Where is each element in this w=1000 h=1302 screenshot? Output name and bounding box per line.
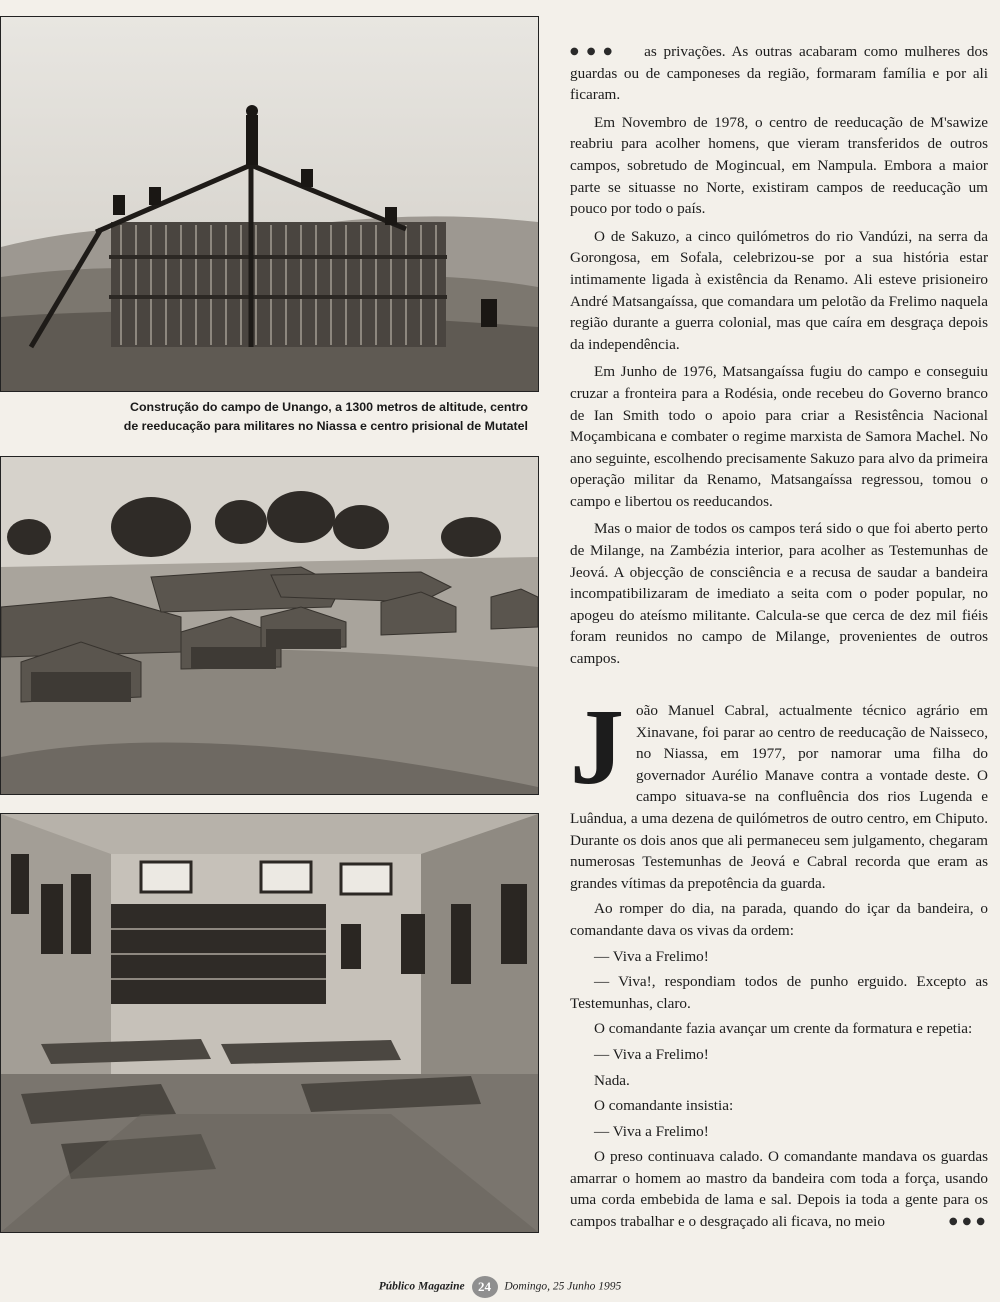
- continuation-dots: ●●●: [948, 1216, 990, 1228]
- drop-cap: J: [570, 688, 624, 807]
- dialogue-line: — Viva a Frelimo!: [594, 1122, 709, 1140]
- article-paragraph: Ao romper do dia, na parada, quando do içar da bandeira, o comandante dava os vivas da ordem:: [570, 900, 988, 939]
- village-photo: [0, 456, 539, 795]
- article-paragraph: O comandante insistia:: [594, 1097, 734, 1115]
- photo-caption: Construção do campo de Unango, a 1300 metros de altitude, centro de reeducação para militares no Niassa e centro prisional de Mutatel: [123, 400, 528, 433]
- article-paragraph: O comandante fazia avançar um crente da formatura e repetia:: [594, 1020, 973, 1038]
- page-number: 24: [472, 1276, 498, 1298]
- article-column-bottom: [570, 688, 990, 1233]
- dormitory-photo: [0, 813, 539, 1233]
- article-paragraph: Em Junho de 1976, Matsangaíssa fugiu do campo e conseguiu cruzar a fronteira para a Rodésia, onde recebeu do Governo branco de Ian Smith todo o apoio para criar a Resistência Nacional Moçambicana e combater o regime marxista de Samora Machel. No ano seguinte, escolhendo precisamente Sakuzo para alvo da primeira operação militar da Renamo, Matsangaíssa regressou, tomou o campo e libertou os reeducandos.: [570, 363, 988, 510]
- article-paragraph: O de Sakuzo, a cinco quilómetros do rio Vandúzi, na serra da Gorongosa, em Sofala, celebrizou-se por a sua história estar intimamente ligada à existência da Renamo. Ali esteve prisioneiro André Matsangaíssa, que comandara um pelotão da Frelimo naquela região durante a guerra colonial, mas que caíra em desgraça depois da independência.: [570, 227, 988, 353]
- article-paragraph: Em Novembro de 1978, o centro de reeducação de M'sawize reabriu para acolher homens, que vieram transferidos de outros campos, sobretudo de Mogincual, em Nampula. Embora a maior parte se situasse no Norte, existiram campos de reeducação um pouco por todo o país.: [570, 113, 988, 218]
- dialogue-line: — Viva a Frelimo!: [594, 1045, 709, 1063]
- issue-date: Domingo, 25 Junho 1995: [504, 1280, 622, 1293]
- construction-photo: [0, 16, 539, 392]
- dialogue-line: — Viva!, respondiam todos de punho erguido. Excepto as Testemunhas, claro.: [570, 973, 988, 1012]
- paragraph-text: as privações. As outras acabaram como mulheres dos guardas ou de camponeses da região, formaram família e por ali ficaram.: [570, 43, 988, 104]
- magazine-name: Público Magazine: [378, 1280, 465, 1293]
- article-column-top: [570, 41, 988, 670]
- article-paragraph: [570, 688, 988, 894]
- dialogue-line: — Viva a Frelimo!: [594, 947, 709, 965]
- continuation-dots: ●●●: [570, 46, 621, 57]
- dialogue-line: Nada.: [594, 1071, 630, 1089]
- article-paragraph: [570, 41, 988, 106]
- paragraph-text: oão Manuel Cabral, actualmente técnico agrário em Xinavane, foi parar ao centro de reeducação de Naisseco, no Niassa, em 1977, por namorar uma filha do governador Aurélio Manave contra a vontade deste. O campo situava-se na confluência dos rios Lugenda e Luândua, a uma dezena de quilómetros de outro centro, em Chiputo. Durante os dois anos que ali permaneceu sem julgamento, chegaram numerosas Testemunhas de Jeová e Cabral recorda que eram as grandes vítimas da prepotência da guarda.: [570, 702, 988, 892]
- article-paragraph: [570, 1146, 988, 1232]
- page-footer: [0, 1276, 1000, 1298]
- article-paragraph: Mas o maior de todos os campos terá sido o que foi aberto perto de Milange, na Zambézia interior, para acolher as Testemunhas de Jeová. A objecção de consciência e a recusa de saudar a bandeira incompatibilizaram de imediato a seita com o poder popular, no apogeu do ateísmo militante. Calcula-se que cerca de dez mil fiéis foram reunidos no campo de Milange, provenientes de outros campos.: [570, 520, 988, 668]
- paragraph-text: O preso continuava calado. O comandante mandava os guardas amarrar o homem ao mastro da bandeira com toda a força, usando uma corda embebida de lama e sal. Depois ia toda a gente para os campos trabalhar e o desgraçado ali ficava, no meio: [570, 1148, 988, 1231]
